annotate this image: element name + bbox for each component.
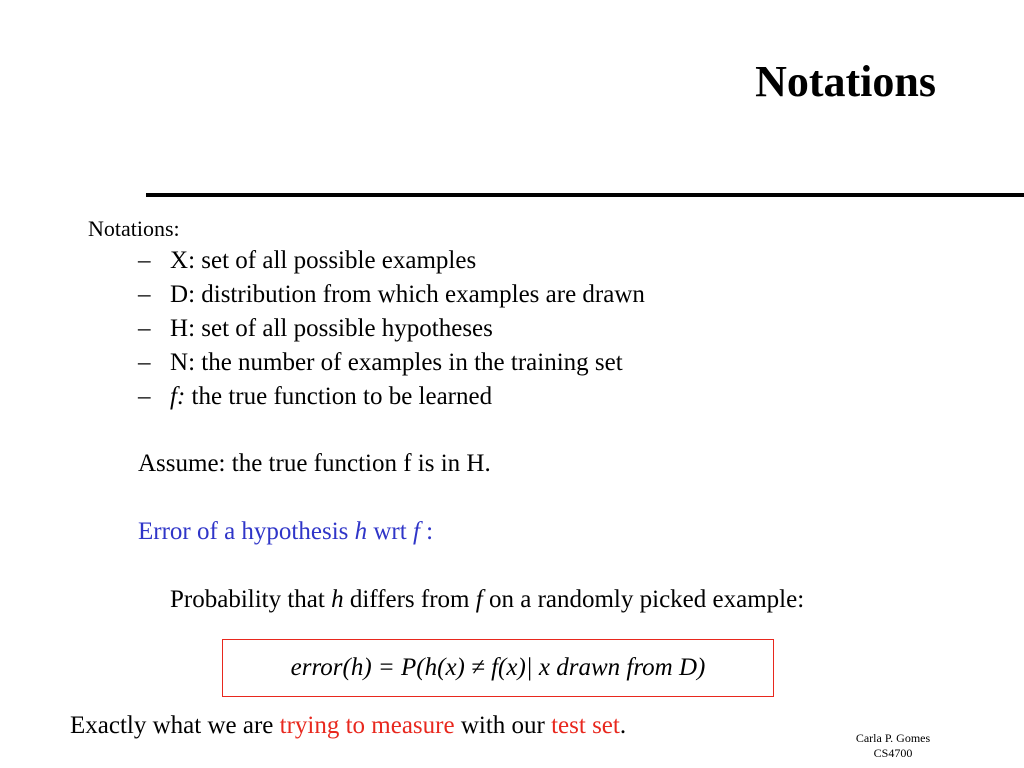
notation-description: : distribution from which examples are drawn [188, 281, 645, 308]
probability-text [170, 586, 804, 614]
notation-symbol: H [170, 315, 189, 342]
list-item [138, 380, 645, 414]
dash-marker: – [138, 383, 151, 410]
function-symbol: f [475, 586, 483, 613]
list-item [138, 346, 645, 380]
footer-text: with our [454, 712, 552, 739]
author-credit [838, 731, 948, 761]
notation-symbol: f: [170, 383, 186, 410]
dash-marker: – [138, 349, 151, 376]
error-heading-text: Error of a hypothesis [138, 518, 355, 545]
footer-highlight: test set [551, 712, 620, 739]
notations-list [138, 244, 645, 414]
dash-marker: – [138, 247, 151, 274]
error-heading-text: wrt [367, 518, 413, 545]
notation-description: : the number of examples in the training set [188, 349, 623, 376]
list-item [138, 312, 645, 346]
author-name: Carla P. Gomes [855, 731, 931, 745]
function-symbol: f [412, 518, 420, 545]
probability-text-part: on a randomly picked example: [482, 586, 805, 613]
probability-text-part: Probability that [170, 586, 332, 613]
error-heading [138, 518, 433, 546]
formula-box [222, 639, 774, 697]
footer-statement [70, 712, 626, 740]
error-formula: error(h) = P(h(x) ≠ f(x)| x drawn from D) [290, 654, 706, 681]
title-divider [146, 193, 1024, 197]
list-item [138, 278, 645, 312]
hypothesis-symbol: h [331, 586, 344, 613]
notation-symbol: N [170, 349, 189, 376]
notation-description: : set of all possible hypotheses [188, 315, 493, 342]
notations-intro-label: Notations: [88, 216, 180, 241]
notation-symbol: D [170, 281, 189, 308]
course-code: CS4700 [873, 746, 913, 760]
notation-description: the true function to be learned [185, 383, 493, 410]
list-item [138, 244, 645, 278]
assumption-text: Assume: the true function f is in H. [138, 450, 491, 477]
dash-marker: – [138, 315, 151, 342]
footer-highlight: trying to measure [279, 712, 455, 739]
notation-symbol: X [170, 247, 189, 274]
footer-text: . [619, 712, 627, 739]
slide-title: Notations [755, 57, 936, 106]
footer-text: Exactly what we are [70, 712, 280, 739]
hypothesis-symbol: h [354, 518, 368, 545]
notation-description: : set of all possible examples [188, 247, 477, 274]
probability-text-part: differs from [343, 586, 476, 613]
error-heading-text: : [419, 518, 434, 545]
dash-marker: – [138, 281, 151, 308]
